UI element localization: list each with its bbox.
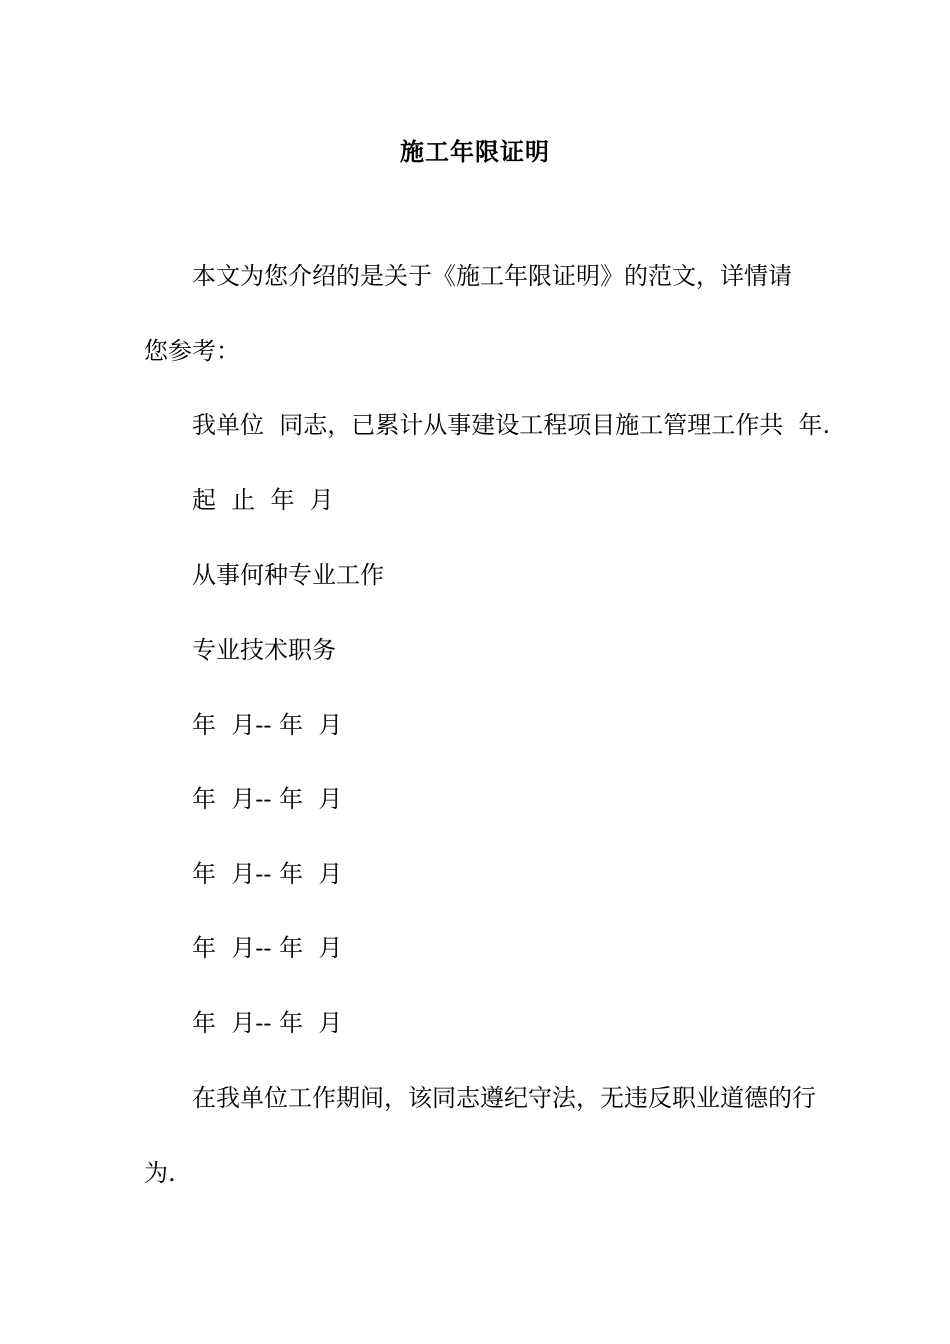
date-range-row-2: 年 月-- 年 月 <box>192 785 343 813</box>
date-range-row-3: 年 月-- 年 月 <box>192 860 343 888</box>
paragraph-statement: 我单位 同志，已累计从事建设工程项目施工管理工作共 年. <box>192 411 831 439</box>
paragraph-intro-line-1: 本文为您介绍的是关于《施工年限证明》的范文，详情请 <box>192 262 792 290</box>
paragraph-intro-line-2: 您参考： <box>144 337 240 365</box>
date-range-row-5: 年 月-- 年 月 <box>192 1009 343 1037</box>
date-range-row-1: 年 月-- 年 月 <box>192 711 343 739</box>
paragraph-conduct-line-1: 在我单位工作期间，该同志遵纪守法，无违反职业道德的行 <box>192 1084 816 1112</box>
date-range-row-4: 年 月-- 年 月 <box>192 934 343 962</box>
paragraph-conduct-line-2: 为. <box>144 1159 176 1187</box>
document-title: 施工年限证明 <box>400 137 550 166</box>
label-specialty-work: 从事何种专业工作 <box>192 561 384 589</box>
label-technical-title: 专业技术职务 <box>192 636 336 664</box>
label-start-end-date: 起 止 年 月 <box>192 486 334 514</box>
